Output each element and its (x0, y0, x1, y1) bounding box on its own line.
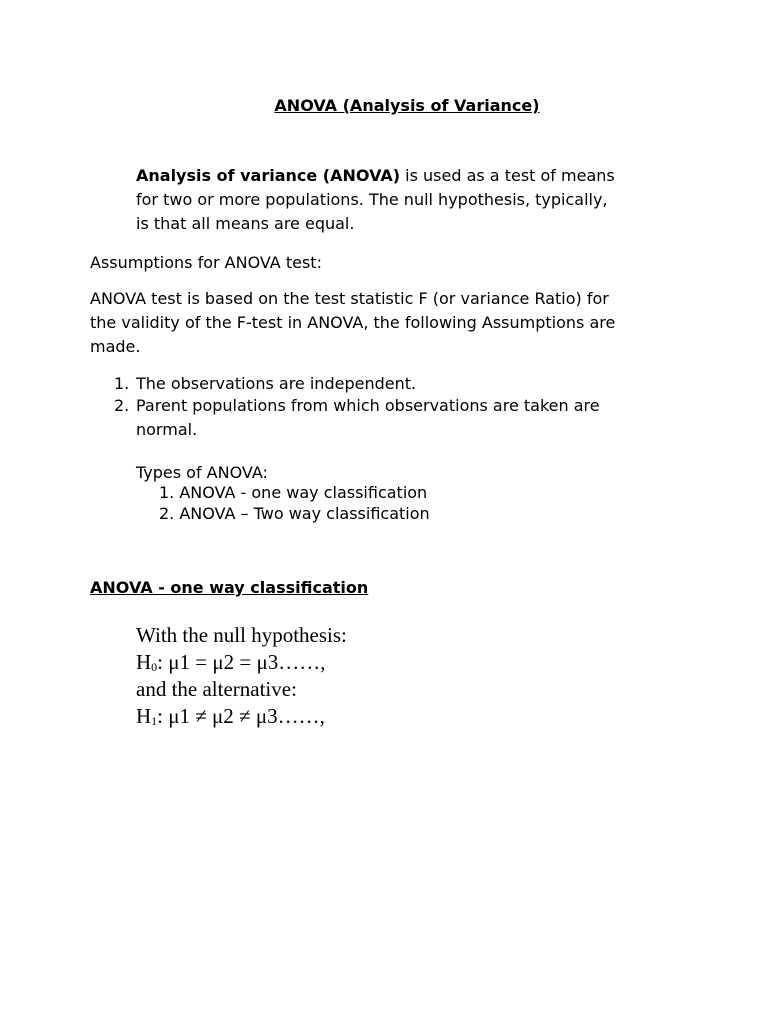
null-hypothesis-subscript: 0 (151, 660, 158, 674)
types-heading: Types of ANOVA: (136, 463, 268, 482)
intro-term: Analysis of variance (ANOVA) (136, 166, 401, 185)
section-heading: ANOVA - one way classification (90, 578, 369, 597)
basis-line-2: the validity of the F-test in ANOVA, the following Assumptions are (90, 313, 616, 332)
null-hypothesis-expression: : μ1 = μ2 = μ3……, (157, 650, 326, 674)
null-hypothesis (136, 649, 325, 675)
basis-line-3: made. (90, 337, 141, 356)
intro-line-2: for two or more populations. The null hypothesis, typically, (136, 190, 608, 209)
intro-line-1 (136, 164, 615, 188)
intro-line-3: is that all means are equal. (136, 214, 355, 233)
assumptions-heading: Assumptions for ANOVA test: (90, 253, 322, 272)
page-title: ANOVA (Analysis of Variance) (274, 96, 540, 115)
types-item-1: 1. ANOVA - one way classification (159, 483, 428, 502)
hypothesis-line-3: and the alternative: (136, 677, 297, 701)
intro-line-1-text: is used as a test of means (400, 166, 615, 185)
assumption-item-1: The observations are independent. (136, 374, 417, 393)
alternative-hypothesis-expression: : μ1 ≠ μ2 ≠ μ3……, (157, 704, 325, 728)
alternative-hypothesis (136, 703, 325, 729)
assumption-item-2-line-2: normal. (136, 420, 198, 439)
basis-line-1: ANOVA test is based on the test statistic F (or variance Ratio) for (90, 289, 609, 308)
assumption-item-2-line-1: Parent populations from which observations are taken are (136, 396, 600, 415)
hypothesis-line-1: With the null hypothesis: (136, 623, 347, 647)
types-item-2: 2. ANOVA – Two way classification (159, 504, 430, 523)
assumption-number-2: 2. (114, 396, 130, 415)
assumption-number-1: 1. (114, 374, 130, 393)
null-hypothesis-letter: H (136, 650, 152, 674)
alternative-hypothesis-letter: H (136, 704, 152, 728)
alternative-hypothesis-subscript: 1 (151, 714, 158, 728)
